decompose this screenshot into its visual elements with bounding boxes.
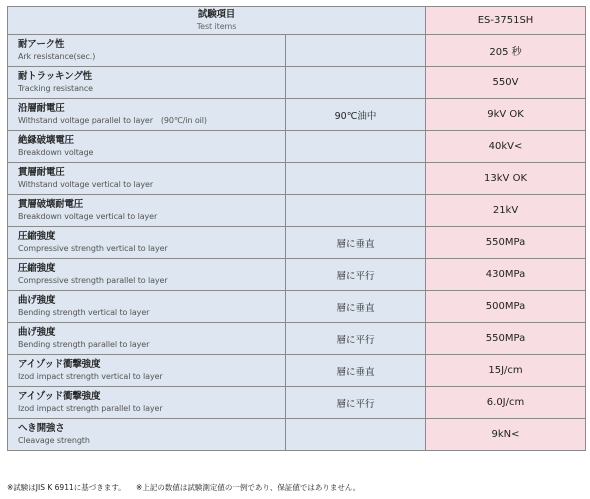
item-cell	[8, 387, 286, 419]
item-name-jp: 貫層破壊耐電圧	[18, 199, 84, 210]
item-name-jp: 絶縁破壊電圧	[18, 135, 74, 146]
condition-cell	[286, 99, 426, 131]
test-items-header-en: Test items	[196, 22, 237, 31]
item-cell	[8, 67, 286, 99]
table-row	[8, 259, 586, 291]
item-name-jp: 沿層耐電圧	[18, 103, 65, 114]
item-name-jp: アイゾッド衝撃強度	[18, 359, 101, 370]
specification-table	[7, 6, 586, 451]
item-name-jp: 耐トラッキング性	[18, 71, 92, 82]
item-name-en: Breakdown voltage vertical to layer	[18, 212, 158, 221]
item-cell	[8, 355, 286, 387]
condition-text: 層に垂直	[336, 302, 375, 314]
item-cell	[8, 163, 286, 195]
item-cell	[8, 291, 286, 323]
condition-text: 層に平行	[336, 334, 375, 346]
value-cell: 550V	[426, 67, 586, 99]
condition-cell	[286, 163, 426, 195]
condition-cell	[286, 227, 426, 259]
value-cell: 9kN<	[426, 419, 586, 451]
item-name-en: Cleavage strength	[18, 436, 90, 445]
table-row	[8, 163, 586, 195]
value-cell: 40kV<	[426, 131, 586, 163]
condition-text: 層に垂直	[336, 366, 375, 378]
item-name-en: Withstand voltage parallel to layer (90℃/in oil)	[18, 116, 207, 125]
condition-cell	[286, 67, 426, 99]
table-row	[8, 35, 586, 67]
condition-cell	[286, 419, 426, 451]
table-row	[8, 67, 586, 99]
value-cell: 500MPa	[426, 291, 586, 323]
condition-cell	[286, 387, 426, 419]
item-cell	[8, 195, 286, 227]
item-name-en: Ark resistance(sec.)	[18, 52, 96, 61]
item-cell	[8, 323, 286, 355]
table-row	[8, 195, 586, 227]
item-name-jp: 曲げ強度	[18, 327, 56, 338]
item-cell	[8, 419, 286, 451]
test-items-header-jp: 試験項目	[197, 9, 236, 20]
value-cell: 6.0J/cm	[426, 387, 586, 419]
value-cell: 205 秒	[426, 35, 586, 67]
condition-cell	[286, 323, 426, 355]
table-row	[8, 355, 586, 387]
table-row	[8, 387, 586, 419]
table-row	[8, 227, 586, 259]
table-row	[8, 131, 586, 163]
value-cell: 430MPa	[426, 259, 586, 291]
value-cell: 15J/cm	[426, 355, 586, 387]
item-cell	[8, 131, 286, 163]
item-name-jp: 耐アーク性	[18, 39, 65, 50]
item-name-jp: へき開強さ	[18, 423, 65, 434]
value-cell: 13kV OK	[426, 163, 586, 195]
item-name-jp: 曲げ強度	[18, 295, 56, 306]
item-cell	[8, 99, 286, 131]
table-row	[8, 419, 586, 451]
item-name-jp: 貫層耐電圧	[18, 167, 65, 178]
item-name-en: Compressive strength parallel to layer	[18, 276, 168, 285]
value-cell: 550MPa	[426, 227, 586, 259]
condition-cell	[286, 131, 426, 163]
value-cell: 21kV	[426, 195, 586, 227]
item-name-en: Bending strength vertical to layer	[18, 308, 150, 317]
item-cell	[8, 259, 286, 291]
condition-cell	[286, 259, 426, 291]
footnote-disclaimer: ※上記の数値は試験測定値の一例であり、保証値ではありません。	[136, 483, 361, 492]
condition-cell	[286, 291, 426, 323]
item-name-jp: 圧縮強度	[18, 231, 56, 242]
item-name-jp: アイゾッド衝撃強度	[18, 391, 101, 402]
footnote-jis: ※試験はJIS K 6911に基づきます。	[7, 483, 126, 492]
condition-text: 層に垂直	[336, 238, 375, 250]
table-row	[8, 323, 586, 355]
table-row	[8, 99, 586, 131]
item-name-en: Withstand voltage vertical to layer	[18, 180, 154, 189]
test-items-header	[8, 7, 426, 35]
item-cell	[8, 35, 286, 67]
item-name-en: Compressive strength vertical to layer	[18, 244, 168, 253]
condition-cell	[286, 35, 426, 67]
item-name-en: Tracking resistance	[18, 84, 93, 93]
condition-cell	[286, 355, 426, 387]
condition-text: 層に平行	[336, 398, 375, 410]
item-name-en: Breakdown voltage	[18, 148, 94, 157]
condition-text: 90℃油中	[334, 110, 377, 122]
product-header: ES-3751SH	[426, 7, 586, 35]
item-name-en: Bending strength parallel to layer	[18, 340, 150, 349]
table-row	[8, 291, 586, 323]
condition-cell	[286, 195, 426, 227]
item-name-en: Izod impact strength parallel to layer	[18, 404, 163, 413]
condition-text: 層に平行	[336, 270, 375, 282]
footnote	[7, 482, 368, 493]
item-name-jp: 圧縮強度	[18, 263, 56, 274]
item-name-en: Izod impact strength vertical to layer	[18, 372, 163, 381]
value-cell: 550MPa	[426, 323, 586, 355]
item-cell	[8, 227, 286, 259]
value-cell: 9kV OK	[426, 99, 586, 131]
table-header-row	[8, 7, 586, 35]
